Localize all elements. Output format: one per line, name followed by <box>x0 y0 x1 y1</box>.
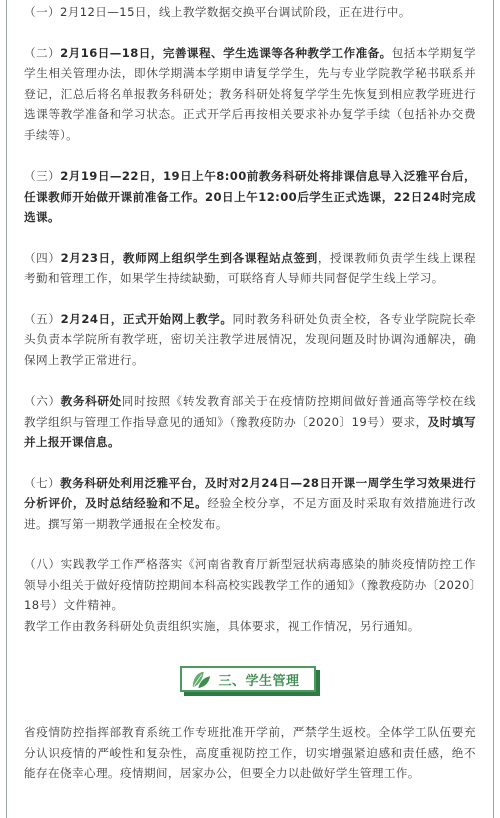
paragraph-prefix: （六） <box>24 394 61 408</box>
paragraph-emphasis: 教务科研处利用泛雅平台，及时对2月24日—28日开课一周学生学习效果进行分析评价，及时总结经验和不足。 <box>24 475 476 510</box>
paragraph-text: 同时教务科研处负责全校，各专业学院院长牵头负责本学院所有教学班，密切关注教学进展情况，发现问题及时协调沟通解决，确保网上教学正常进行。 <box>24 311 477 367</box>
paragraph-prefix: （五） <box>24 311 61 326</box>
paragraph-prefix: （二） <box>24 45 61 60</box>
paragraph-8 <box>24 554 476 616</box>
paragraph-2 <box>24 43 476 146</box>
paragraph-text: 省疫情防控指挥部教育系统工作专班批准开学前，严禁学生返校。全体学工队伍要充分认识疫情的严峻性和复杂性，高度重视防控工作，切实增强紧迫感和责任感，绝不能存在侥幸心理。疫情期间，居家办公，但要全力以赴做好学生管理工作。 <box>24 725 476 780</box>
paragraph-emphasis: 2月19日—22日，19日上午8:00前教务科研处将排课信息导入泛雅平台后，任课教师开始做开课前准备工作。20日上午12:00后学生正式选课，22日24时完成选课。 <box>24 169 477 224</box>
paragraph-text: 经验全校分享，不足方面及时采取有效措施进行改进。撰写第一期教学通报在全校发布。 <box>24 496 476 531</box>
paragraph-5 <box>24 309 476 371</box>
frame-border-left <box>6 0 7 818</box>
paragraph-emphasis: 2月16日—18日，完善课程、学生选课等各种教学工作准备。 <box>60 45 392 60</box>
section-title: 三、学生管理 <box>218 673 300 689</box>
paragraph-1 <box>24 0 476 23</box>
paragraph-text: （八）实践教学工作严格落实《河南省教育厅新型冠状病毒感染的肺炎疫情防控工作领导小组关于做好疫情防控期间本科高校实践教学工作的通知》（豫教疫防办〔2020〕18号）文件精神。 <box>24 557 476 612</box>
section-header <box>180 666 320 696</box>
frame-border-right <box>493 0 494 818</box>
paragraph-emphasis: 2月24日，正式开始网上教学。 <box>60 311 233 326</box>
paragraph-text: 同时按照《转发教育部关于在疫情防控期间做好普通高等学校在线教学组织与管理工作指导意见的通知》（豫教疫防办〔2020〕19号）要求， <box>24 394 476 429</box>
paragraph-4 <box>24 248 476 289</box>
closing-paragraph <box>24 722 476 784</box>
paragraph-text: 包括本学期复学学生相关管理办法，即休学期满本学期申请复学学生，先与专业学院教学秘书联系并登记，汇总后将名单报教务科研处；教务科研处将复学学生先恢复到相应教学班进行选课等教学准备和学习状态。正式开学后再按相关要求补办复学手续（包括补办交费手续等）。 <box>24 45 477 142</box>
paragraph-7 <box>24 473 476 535</box>
leaf-icon <box>190 669 212 689</box>
paragraph-6 <box>24 391 476 453</box>
paragraph-9 <box>24 616 476 637</box>
paragraph-text: （一）2月12日—15日，线上教学数据交换平台调试阶段，正在进行中。 <box>24 5 411 19</box>
paragraph-3 <box>24 166 476 228</box>
paragraph-prefix: （三） <box>24 169 61 183</box>
paragraph-emphasis: 教务科研处 <box>60 394 122 408</box>
paragraph-text: ，授课教师负责学生线上课程考勤和管理工作，如果学生持续缺勤，可联络育人导师共同督促学生线上学习。 <box>24 250 476 285</box>
paragraph-prefix: （七） <box>24 475 61 490</box>
paragraph-prefix: （四） <box>24 250 61 265</box>
section-header-box <box>180 666 316 692</box>
paragraph-emphasis: 2月23日，教师网上组织学生到各课程站点签到 <box>60 250 318 265</box>
paragraph-text: 教学工作由教务科研处负责组织实施，具体要求，视工作情况，另行通知。 <box>24 618 420 633</box>
paragraph-emphasis: 及时填写并上报开课信息。 <box>24 414 476 449</box>
